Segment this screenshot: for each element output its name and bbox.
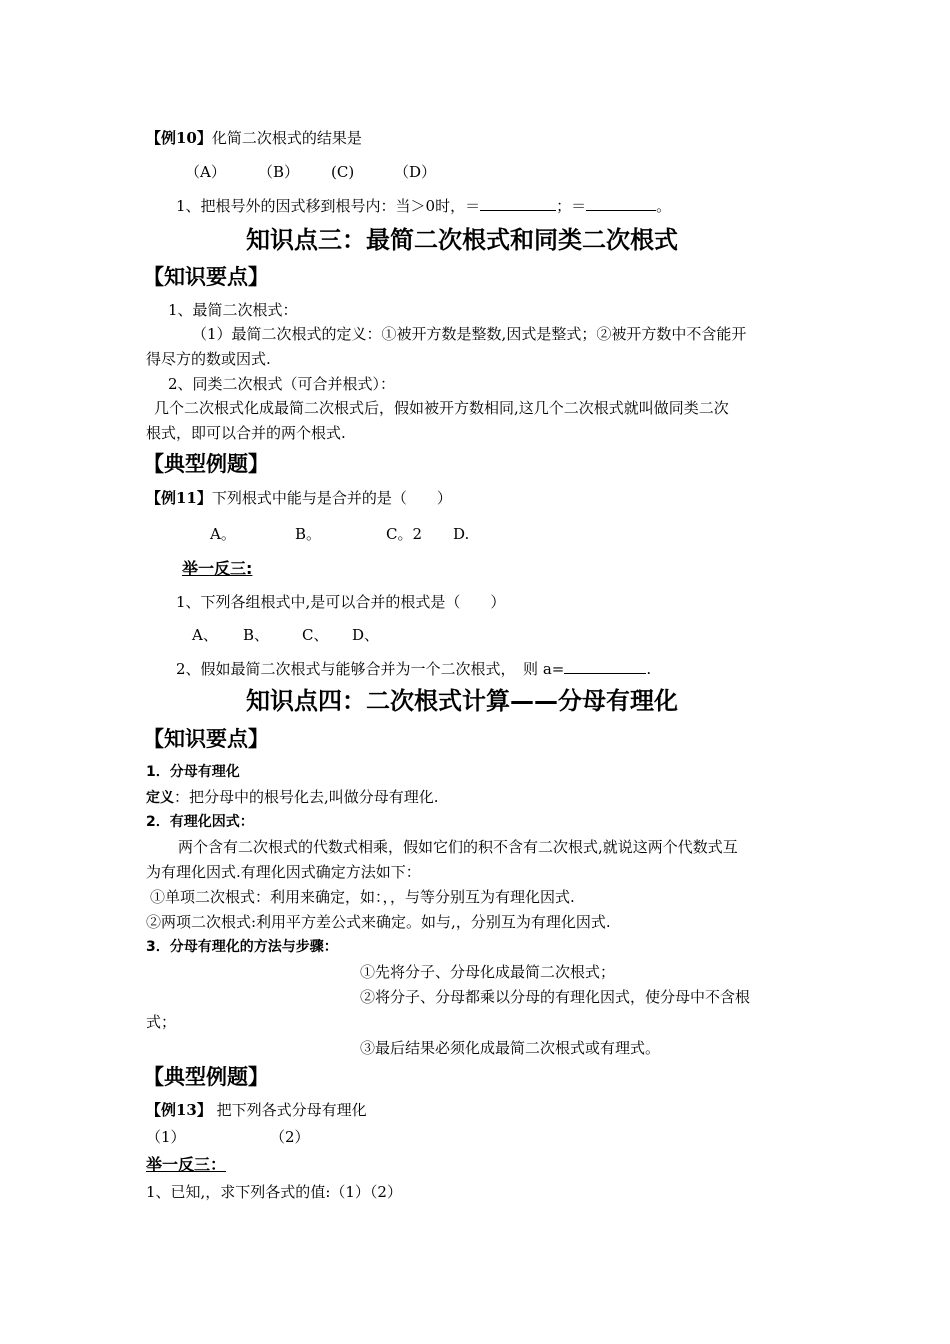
example-11-option-a: A。	[210, 525, 236, 543]
answer-blank-a[interactable]	[564, 659, 646, 674]
example-11-tag: 【例11】	[146, 489, 212, 507]
method-step-2-cont: 式；	[146, 1013, 177, 1031]
answer-blank-2[interactable]	[586, 196, 656, 211]
practice-1-option-a: A、	[192, 626, 218, 644]
kp4-text-1: 两个含有二次根式的代数式相乘，假如它们的积不含有二次根式,就说这两个代数式互	[178, 838, 738, 856]
kp4-subheading-2: 2．有理化因式：	[146, 814, 254, 830]
kp3-line-1: 1、最简二次根式：	[168, 301, 298, 319]
example-13-text: 把下列各式分母有理化	[216, 1101, 367, 1119]
example-10-line	[146, 128, 362, 148]
typical-examples-heading-2: 【典型例题】	[143, 1065, 269, 1089]
example-11-text: 下列根式中能与是合并的是（ ）	[211, 489, 452, 507]
kp3-line-3: 得尽方的数或因式.	[146, 350, 271, 368]
practice-2-question-1: 1、已知,，求下列各式的值:（1）（2）	[146, 1183, 402, 1201]
practice-heading-1: 举一反三:	[182, 559, 253, 578]
example-11-option-d: D.	[453, 525, 470, 543]
example-10-option-b: （B）	[258, 163, 300, 181]
kp3-line-5: 几个二次根式化成最简二次根式后，假如被开方数相同,这几个二次根式就叫做同类二次	[154, 399, 729, 417]
example-10-question-1	[176, 196, 671, 216]
method-step-2: ②将分子、分母都乘以分母的有理化因式，使分母中不含根	[360, 988, 751, 1006]
example-10-option-c: (C)	[331, 163, 355, 181]
practice-heading-2: 举一反三：	[146, 1155, 227, 1174]
kp4-title: 知识点四：二次根式计算——分母有理化	[246, 687, 678, 715]
method-step-3: ③最后结果必须化成最简二次根式或有理式。	[360, 1039, 661, 1057]
q1-text-a: 1、把根号外的因式移到根号内：当＞0时，＝	[176, 197, 481, 215]
example-13-item-2: （2）	[270, 1128, 310, 1146]
practice-1-option-c: C、	[302, 626, 329, 644]
example-11-option-b: B。	[295, 525, 322, 543]
q1-text-c: 。	[656, 197, 672, 215]
example-10-tag: 【例10】	[146, 129, 212, 147]
typical-examples-heading-1: 【典型例题】	[143, 452, 269, 476]
kp3-line-6: 根式，即可以合并的两个根式.	[146, 424, 346, 442]
definition-text: ：把分母中的根号化去,叫做分母有理化.	[174, 788, 439, 806]
example-10-option-d: （D）	[394, 163, 437, 181]
example-13-tag: 【例13】	[146, 1101, 212, 1119]
practice-1-option-d: D、	[352, 626, 380, 644]
example-10-option-a: （A）	[185, 163, 226, 181]
kp4-text-3: ①单项二次根式：利用来确定，如：，，与等分别互为有理化因式.	[150, 888, 575, 906]
practice-1-question-2	[176, 659, 651, 679]
kp4-text-4: ②两项二次根式:利用平方差公式来确定。如与,，分别互为有理化因式.	[146, 913, 611, 931]
method-step-1: ①先将分子、分母化成最简二次根式；	[360, 963, 616, 981]
q1-text-b: ；＝	[556, 197, 587, 215]
kp4-subheading-1: 1．分母有理化	[146, 764, 240, 780]
kp4-subheading-3: 3．分母有理化的方法与步骤：	[146, 939, 338, 955]
definition-label: 定义	[146, 790, 174, 806]
kp4-text-2: 为有理化因式.有理化因式确定方法如下：	[146, 863, 421, 881]
example-13-item-1: （1）	[146, 1128, 186, 1146]
example-13-line	[146, 1100, 367, 1120]
practice-1-option-b: B、	[243, 626, 270, 644]
practice-q2-text: 2、假如最简二次根式与能够合并为一个二次根式， 则 a=	[176, 660, 565, 678]
kp3-title: 知识点三：最简二次根式和同类二次根式	[246, 226, 678, 254]
answer-blank-1[interactable]	[480, 196, 556, 211]
kp4-definition	[146, 787, 439, 808]
example-11-line	[146, 488, 452, 508]
example-11-option-c: C。2	[386, 525, 423, 543]
kp3-section-heading: 【知识要点】	[143, 265, 269, 289]
practice-q2-end: .	[646, 660, 652, 678]
example-10-text: 化简二次根式的结果是	[211, 129, 362, 147]
practice-1-question-1: 1、下列各组根式中,是可以合并的根式是（ ）	[176, 593, 506, 611]
kp3-line-4: 2、同类二次根式（可合并根式）：	[168, 375, 396, 393]
kp3-line-2: （1）最简二次根式的定义：①被开方数是整数,因式是整式；②被开方数中不含能开	[192, 325, 747, 343]
kp4-section-heading: 【知识要点】	[143, 727, 269, 751]
